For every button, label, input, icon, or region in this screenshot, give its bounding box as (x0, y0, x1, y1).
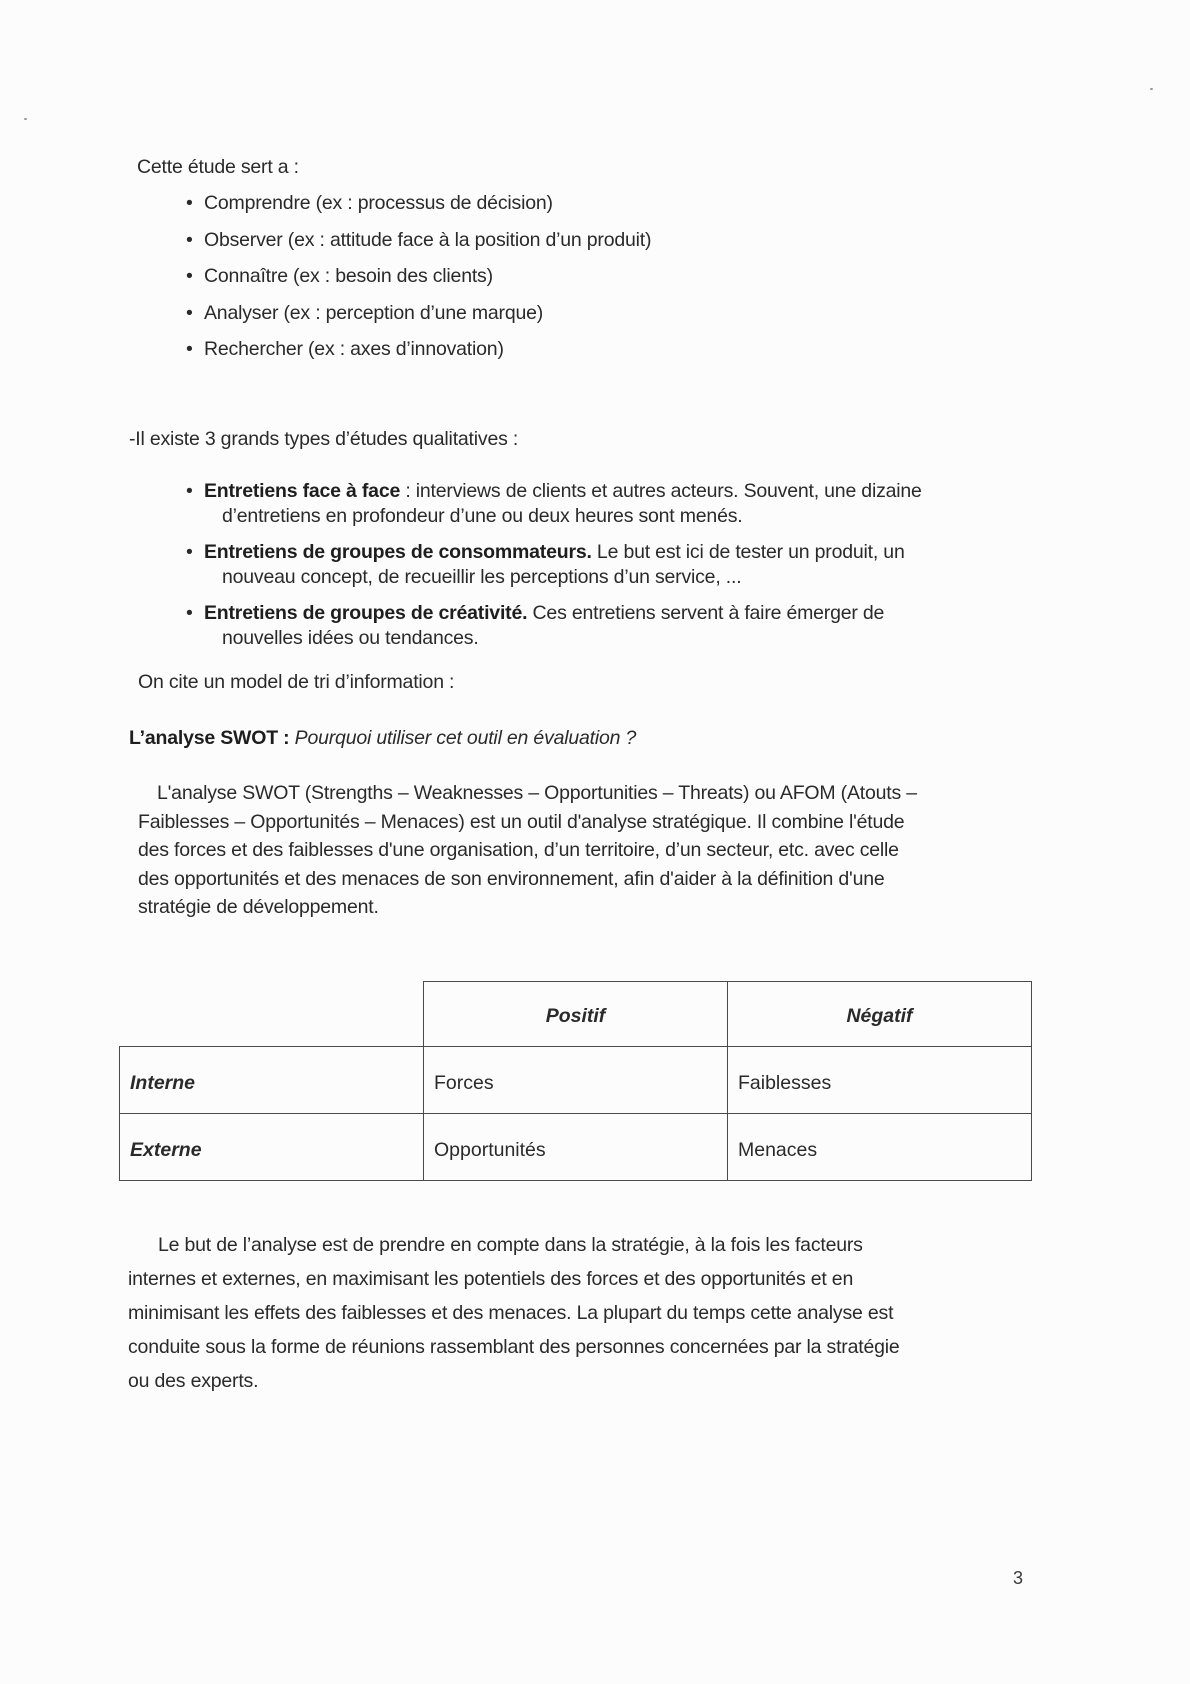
list-item: • Comprendre (ex : processus de décision) (186, 192, 553, 214)
type-title: Entretiens face à face (204, 480, 401, 502)
uses-list (186, 190, 651, 373)
study-types-list (186, 478, 922, 661)
table-cell: Faiblesses (728, 1047, 1032, 1114)
bullet-icon: • (186, 265, 193, 287)
scan-speck (1150, 88, 1153, 90)
list-item: • Entretiens de groupes de créativité. Ces entretiens servent à faire émerger de nouvelles idées ou tendances. (186, 602, 885, 649)
bullet-icon: • (186, 192, 193, 214)
table-cell: Forces (424, 1047, 728, 1114)
types-intro: -Il existe 3 grands types d’études qualitatives : (129, 428, 519, 450)
type-title: Entretiens de groupes de créativité. (204, 602, 528, 624)
page-number: 3 (1013, 1568, 1024, 1588)
table-cell: Opportunités (424, 1114, 728, 1181)
bullet-icon: • (186, 602, 193, 624)
column-header-positif: Positif (424, 982, 728, 1047)
bullet-icon: • (186, 338, 193, 360)
bullet-icon: • (186, 301, 193, 324)
bullet-icon: • (186, 541, 193, 563)
list-item: • Entretiens de groupes de consommateurs. Le but est ici de tester un produit, un nouveau concept, de recueillir les perceptions d’un service, ... (186, 541, 905, 588)
intro-text: Cette étude sert a : (137, 156, 299, 178)
list-item: • Rechercher (ex : axes d’innovation) (186, 338, 504, 360)
list-item: • Entretiens face à face : interviews de clients et autres acteurs. Souvent, une dizaine d’entretiens en profondeur d’une ou deux heures sont menés. (186, 480, 922, 527)
table-row (120, 1114, 1032, 1181)
swot-heading: L’analyse SWOT : Pourquoi utiliser cet outil en évaluation ? (129, 727, 637, 749)
type-title: Entretiens de groupes de consommateurs. (204, 541, 592, 563)
table-row (120, 1047, 1032, 1114)
list-item: • Observer (ex : attitude face à la position d’un produit) (186, 228, 652, 251)
scan-speck (24, 118, 27, 120)
row-header-externe: Externe (120, 1114, 424, 1181)
conclusion-paragraph: Le but de l’analyse est de prendre en compte dans la stratégie, à la fois les facteurs internes et externes, en maximisant les potentiels des forces et des opportunités et en minimisant les effets des faiblesses et des menaces. La plupart du temps cette analyse est conduite sous la forme de réunions rassemblant des personnes concernées par la stratégie ou des experts. (128, 1234, 900, 1392)
bullet-icon: • (186, 480, 193, 502)
table-cell: Menaces (728, 1114, 1032, 1181)
bullet-icon: • (186, 228, 193, 251)
table-header-row (120, 982, 1032, 1047)
table-corner-cell (120, 982, 424, 1047)
row-header-interne: Interne (120, 1047, 424, 1114)
list-item: • Connaître (ex : besoin des clients) (186, 265, 493, 287)
swot-paragraph: L'analyse SWOT (Strengths – Weaknesses – Opportunities – Threats) ou AFOM (Atouts – Faiblesses – Opportunités – Menaces) est un outil d'analyse stratégique. Il combine l'étude des forces et des faiblesses d'une organisation, d’un territoire, d’un secteur, etc. avec celle des opportunités et des menaces de son environnement, afin d'aider à la définition d'une stratégie de développement. (138, 782, 917, 918)
column-header-negatif: Négatif (728, 982, 1032, 1047)
swot-table (119, 981, 1032, 1181)
list-item: • Analyser (ex : perception d’une marque) (186, 301, 544, 324)
model-intro: On cite un model de tri d’information : (138, 671, 455, 693)
